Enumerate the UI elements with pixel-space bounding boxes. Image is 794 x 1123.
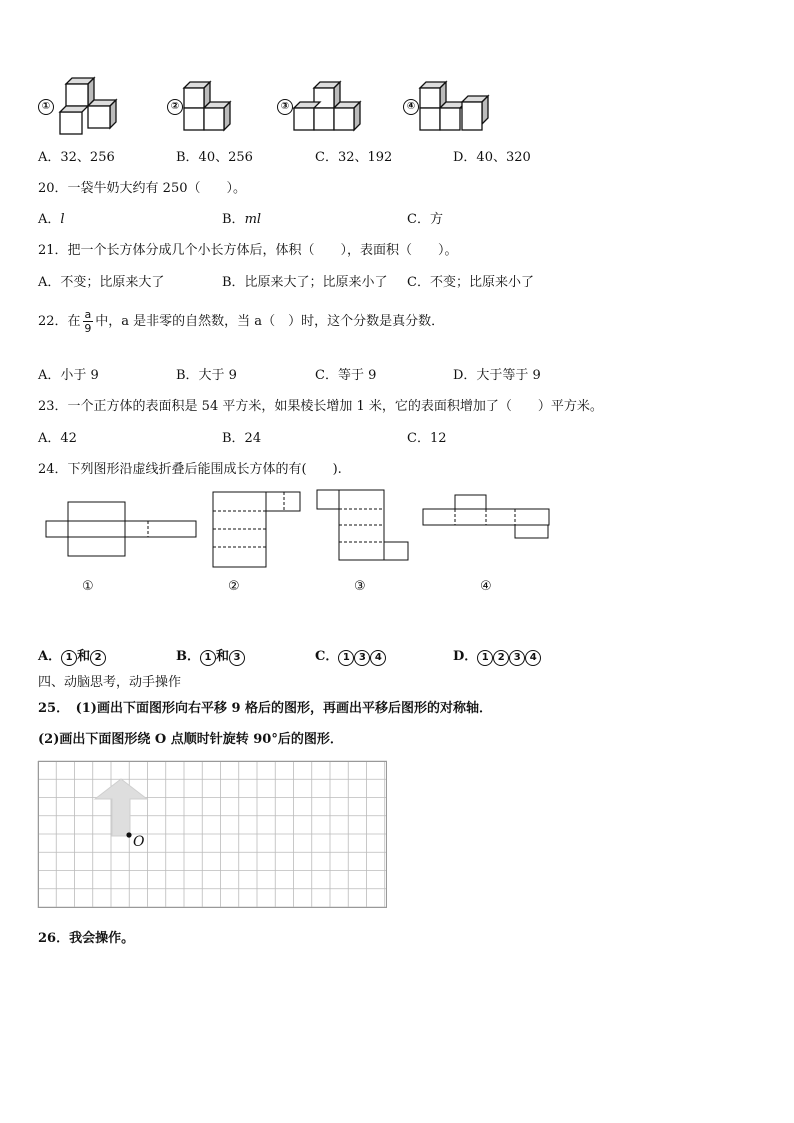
q20-option-a-letter: A． xyxy=(38,212,61,227)
q22-fraction-denominator: 9 xyxy=(84,322,92,335)
q21-option-c[interactable]: C．不变；比原来小了 xyxy=(407,275,534,290)
q25-part1: 25． (1)画出下面图形向右平移 9 格后的图形，再画出平移后图形的对称轴． xyxy=(38,701,493,716)
q24-option-b-circle-2: 3 xyxy=(229,650,245,666)
q24-option-b-circle-1: 1 xyxy=(200,650,216,666)
q19-figure-label-2: ② xyxy=(167,99,183,115)
q24-option-c-circle-1: 1 xyxy=(338,650,354,666)
q24-option-a-circle-2: 2 xyxy=(90,650,106,666)
cube-figure-4 xyxy=(420,82,500,132)
net-figure-4 xyxy=(422,495,552,539)
q20-option-a-unit: l xyxy=(60,212,65,227)
q22-fraction xyxy=(83,308,94,335)
q24-option-d-circle-3: 3 xyxy=(509,650,525,666)
cube-figure-3 xyxy=(294,82,364,132)
q24-option-a-letter: A． xyxy=(38,649,62,664)
net-figure-3 xyxy=(316,490,410,562)
q23-option-a[interactable]: A．42 xyxy=(38,431,77,446)
q22-stem xyxy=(38,308,444,335)
q22-option-b[interactable]: B．大于 9 xyxy=(176,368,237,383)
q24-option-c[interactable] xyxy=(315,645,386,666)
q24-option-a-join: 和 xyxy=(77,649,91,664)
q20-stem: 20．一袋牛奶大约有 250（ ）。 xyxy=(38,181,246,196)
q22-option-d[interactable]: D．大于等于 9 xyxy=(453,368,541,383)
q24-option-d-circle-2: 2 xyxy=(493,650,509,666)
q23-stem: 23．一个正方体的表面积是 54 平方米，如果棱长增加 1 米，它的表面积增加了（ ）平方米。 xyxy=(38,399,603,414)
q19-figure-label-1: ① xyxy=(38,99,54,115)
q24-option-a[interactable] xyxy=(38,645,106,666)
cube-figure-1 xyxy=(56,78,116,134)
q23-option-b[interactable]: B．24 xyxy=(222,431,262,446)
q19-option-a[interactable]: A．32、256 xyxy=(38,150,115,165)
q21-option-a[interactable]: A．不变；比原来大了 xyxy=(38,275,165,290)
q25-grid xyxy=(38,761,388,909)
net-label-3: ③ xyxy=(354,579,366,594)
q24-option-d-circle-1: 1 xyxy=(477,650,493,666)
q24-option-d-letter: D． xyxy=(453,649,478,664)
q20-option-b-letter: B． xyxy=(222,212,245,227)
q19-option-b[interactable]: B．40、256 xyxy=(176,150,253,165)
net-label-4: ④ xyxy=(480,579,492,594)
net-label-2: ② xyxy=(228,579,240,594)
cube-figure-2 xyxy=(184,82,234,132)
q20-option-c-letter: C． xyxy=(407,212,430,227)
q20-option-a[interactable] xyxy=(38,208,65,227)
q21-stem: 21．把一个长方体分成几个小长方体后，体积（ ），表面积（ ）。 xyxy=(38,243,458,258)
q24-option-c-circle-3: 4 xyxy=(370,650,386,666)
q19-option-d[interactable]: D．40、320 xyxy=(453,150,531,165)
q24-option-a-circle-1: 1 xyxy=(61,650,77,666)
q24-option-d[interactable] xyxy=(453,645,541,666)
section-title: 四、动脑思考，动手操作 xyxy=(38,675,182,690)
point-o xyxy=(126,832,131,837)
q24-option-c-circle-2: 3 xyxy=(354,650,370,666)
q20-option-c[interactable] xyxy=(407,208,443,227)
q19-option-c[interactable]: C．32、192 xyxy=(315,150,393,165)
q21-option-b[interactable]: B．比原来大了；比原来小了 xyxy=(222,275,388,290)
q20-option-c-unit: 方 xyxy=(429,212,443,227)
q26-stem: 26．我会操作。 xyxy=(38,931,135,946)
net-figure-1 xyxy=(46,502,196,558)
q22-fraction-numerator: a xyxy=(84,308,92,321)
q19-figure-label-3: ③ xyxy=(277,99,293,115)
q23-option-c[interactable]: C．12 xyxy=(407,431,447,446)
q22-option-a[interactable]: A．小于 9 xyxy=(38,368,99,383)
q22-suffix: 中，a 是非零的自然数，当 a（ ）时，这个分数是真分数． xyxy=(95,314,445,329)
point-o-label: O xyxy=(133,834,145,850)
q19-figure-label-4: ④ xyxy=(403,99,419,115)
net-figure-2 xyxy=(212,492,302,568)
q24-option-b[interactable] xyxy=(176,645,245,666)
q24-option-d-circle-4: 4 xyxy=(525,650,541,666)
q22-option-c[interactable]: C．等于 9 xyxy=(315,368,377,383)
q20-option-b[interactable] xyxy=(222,208,261,227)
q24-option-b-join: 和 xyxy=(216,649,230,664)
q22-prefix: 22．在 xyxy=(38,314,81,329)
q25-part2: (2)画出下面图形绕 O 点顺时针旋转 90°后的图形． xyxy=(38,732,343,747)
q24-option-b-letter: B． xyxy=(176,649,200,664)
q20-option-b-unit: ml xyxy=(244,212,262,227)
q24-stem: 24．下列图形沿虚线折叠后能围成长方体的有( ). xyxy=(38,462,342,477)
q24-option-c-letter: C． xyxy=(315,649,339,664)
net-label-1: ① xyxy=(82,579,94,594)
